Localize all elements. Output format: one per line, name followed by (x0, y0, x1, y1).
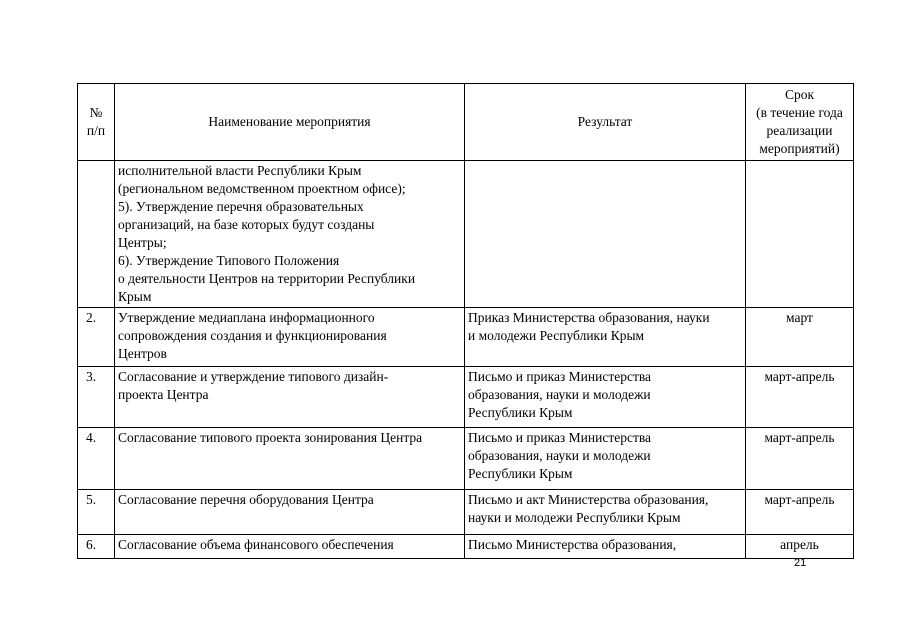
term-cell: март-апрель (746, 367, 854, 428)
header-number-line: № (89, 105, 103, 120)
result-line: Приказ Министерства образования, науки (468, 310, 710, 325)
term-cell: апрель (746, 535, 854, 559)
events-table (77, 83, 854, 559)
result-line: Письмо Министерства образования, (468, 537, 677, 552)
event-name-line: Центры; (118, 235, 167, 250)
result-line: Республики Крым (468, 466, 573, 481)
event-name-cell (115, 367, 465, 428)
result-cell (465, 490, 746, 535)
event-name-line: организаций, на базе которых будут созданы (118, 217, 375, 232)
result-line: образования, науки и молодежи (468, 387, 651, 402)
result-cell (465, 535, 746, 559)
result-line: Письмо и приказ Министерства (468, 369, 652, 384)
event-name-line: проекта Центра (118, 387, 209, 402)
result-line: Республики Крым (468, 405, 573, 420)
header-event-name: Наименование мероприятия (115, 84, 465, 161)
table-row (78, 428, 854, 490)
table-row (78, 535, 854, 559)
row-number: 5. (78, 490, 115, 535)
header-term-line: (в течение года (756, 105, 843, 120)
event-name-cell (115, 161, 465, 308)
header-result: Результат (465, 84, 746, 161)
result-cell (465, 161, 746, 308)
term-cell (746, 161, 854, 308)
event-name-line: 5). Утверждение перечня образовательных (118, 199, 364, 214)
result-line: образования, науки и молодежи (468, 448, 651, 463)
table-header-row (78, 84, 854, 161)
table-row (78, 367, 854, 428)
event-name-line: Согласование объема финансового обеспечения (118, 537, 394, 552)
header-term-line: реализации (766, 123, 833, 138)
event-name-line: сопровождения создания и функционирования (118, 328, 387, 343)
event-name-line: Утверждение медиаплана информационного (118, 310, 375, 325)
result-line: Письмо и акт Министерства образования, (468, 492, 709, 507)
event-name-line: Центров (118, 346, 167, 361)
event-name-cell (115, 428, 465, 490)
row-number: 4. (78, 428, 115, 490)
row-number (78, 161, 115, 308)
table-row (78, 161, 854, 308)
result-cell (465, 308, 746, 367)
event-name-cell (115, 535, 465, 559)
result-line: науки и молодежи Республики Крым (468, 510, 681, 525)
header-term (746, 84, 854, 161)
header-number-line: п/п (86, 123, 106, 138)
page-number: 21 (794, 557, 807, 569)
term-cell: март (746, 308, 854, 367)
event-name-line: 6). Утверждение Типового Положения (118, 253, 340, 268)
event-name-line: Согласование и утверждение типового дизайн- (118, 369, 389, 384)
row-number: 3. (78, 367, 115, 428)
term-cell: март-апрель (746, 428, 854, 490)
result-line: и молодежи Республики Крым (468, 328, 645, 343)
result-cell (465, 367, 746, 428)
table-row (78, 490, 854, 535)
result-cell (465, 428, 746, 490)
event-name-line: Согласование типового проекта зонирования Центра (118, 430, 423, 445)
term-cell: март-апрель (746, 490, 854, 535)
header-term-line: Срок (784, 87, 815, 102)
event-name-cell (115, 308, 465, 367)
row-number: 6. (78, 535, 115, 559)
event-name-line: о деятельности Центров на территории Республики (118, 271, 416, 286)
header-term-line: мероприятий) (759, 141, 840, 156)
event-name-line: (региональном ведомственном проектном офисе); (118, 181, 406, 196)
event-name-line: Согласование перечня оборудования Центра (118, 492, 374, 507)
result-line: Письмо и приказ Министерства (468, 430, 652, 445)
event-name-line: исполнительной власти Республики Крым (118, 163, 362, 178)
header-number (78, 84, 115, 161)
event-name-cell (115, 490, 465, 535)
table-row (78, 308, 854, 367)
row-number: 2. (78, 308, 115, 367)
event-name-line: Крым (118, 289, 152, 304)
